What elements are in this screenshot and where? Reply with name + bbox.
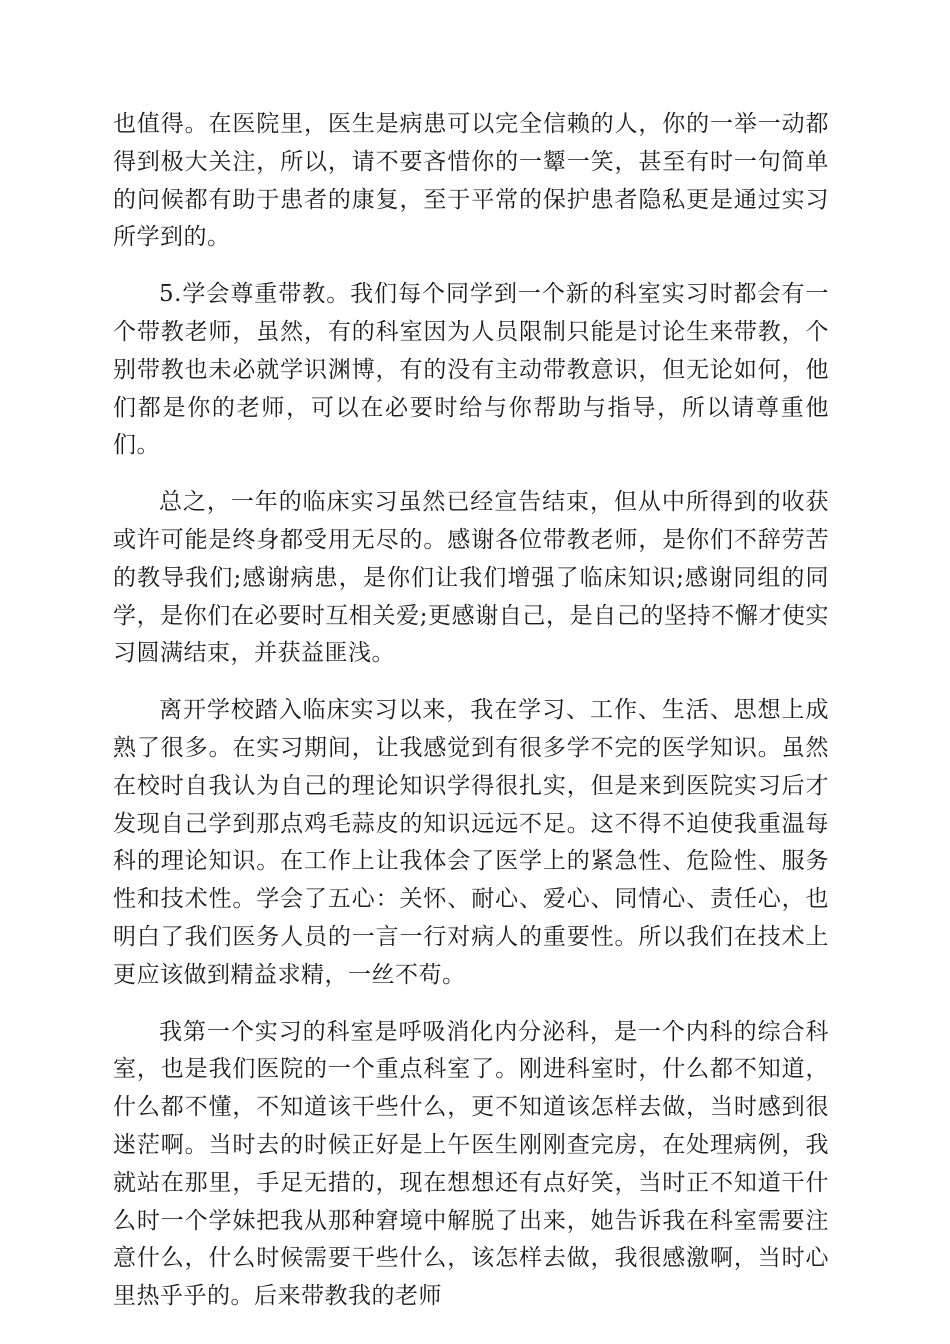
paragraph-4: 离开学校踏入临床实习以来，我在学习、工作、生活、思想上成熟了很多。在实习期间，让我感觉到有很多学不完的医学知识。虽然在校时自我认为自己的理论知识学得很扎实，但是来到医院实习后才发现自己学到那点鸡毛蒜皮的知识远远不足。这不得不迫使我重温每科的理论知识。在工作上让我体会了医学上的紧急性、危险性、服务性和技术性。学会了五心：关怀、耐心、爱心、同情心、责任心，也明白了我们医务人员的一言一行对病人的重要性。所以我们在技术上更应该做到精益求精，一丝不苟。 xyxy=(113,697,829,988)
paragraph-3: 总之，一年的临床实习虽然已经宣告结束，但从中所得到的收获或许可能是终身都受用无尽的。感谢各位带教老师，是你们不辞劳苦的教导我们;感谢病患，是你们让我们增强了临床知识;感谢同组的同学，是你们在必要时互相关爱;更感谢自己，是自己的坚持不懈才使实习圆满结束，并获益匪浅。 xyxy=(113,489,829,667)
paragraph-5: 我第一个实习的科室是呼吸消化内分泌科，是一个内科的综合科室，也是我们医院的一个重点科室了。刚进科室时，什么都不知道，什么都不懂，不知道该干些什么，更不知道该怎样去做，当时感到很迷茫啊。当时去的时候正好是上午医生刚刚查完房，在处理病例，我就站在那里，手足无措的，现在想想还有点好笑，当时正不知道干什么时一个学妹把我从那种窘境中解脱了出来，她告诉我在科室需要注意什么，什么时候需要干些什么，该怎样去做，我很感激啊，当时心里热乎乎的。后来带教我的老师 xyxy=(113,1018,829,1310)
document-body xyxy=(113,106,829,1335)
paragraph-2: 5.学会尊重带教。我们每个同学到一个新的科室实习时都会有一个带教老师，虽然，有的科室因为人员限制只能是讨论生来带教，个别带教也未必就学识渊博，有的没有主动带教意识，但无论如何，他们都是你的老师，可以在必要时给与你帮助与指导，所以请尊重他们。 xyxy=(113,281,829,459)
paragraph-1: 也值得。在医院里，医生是病患可以完全信赖的人，你的一举一动都得到极大关注，所以，请不要吝惜你的一颦一笑，甚至有时一句简单的问候都有助于患者的康复，至于平常的保护患者隐私更是通过实习所学到的。 xyxy=(113,111,829,251)
